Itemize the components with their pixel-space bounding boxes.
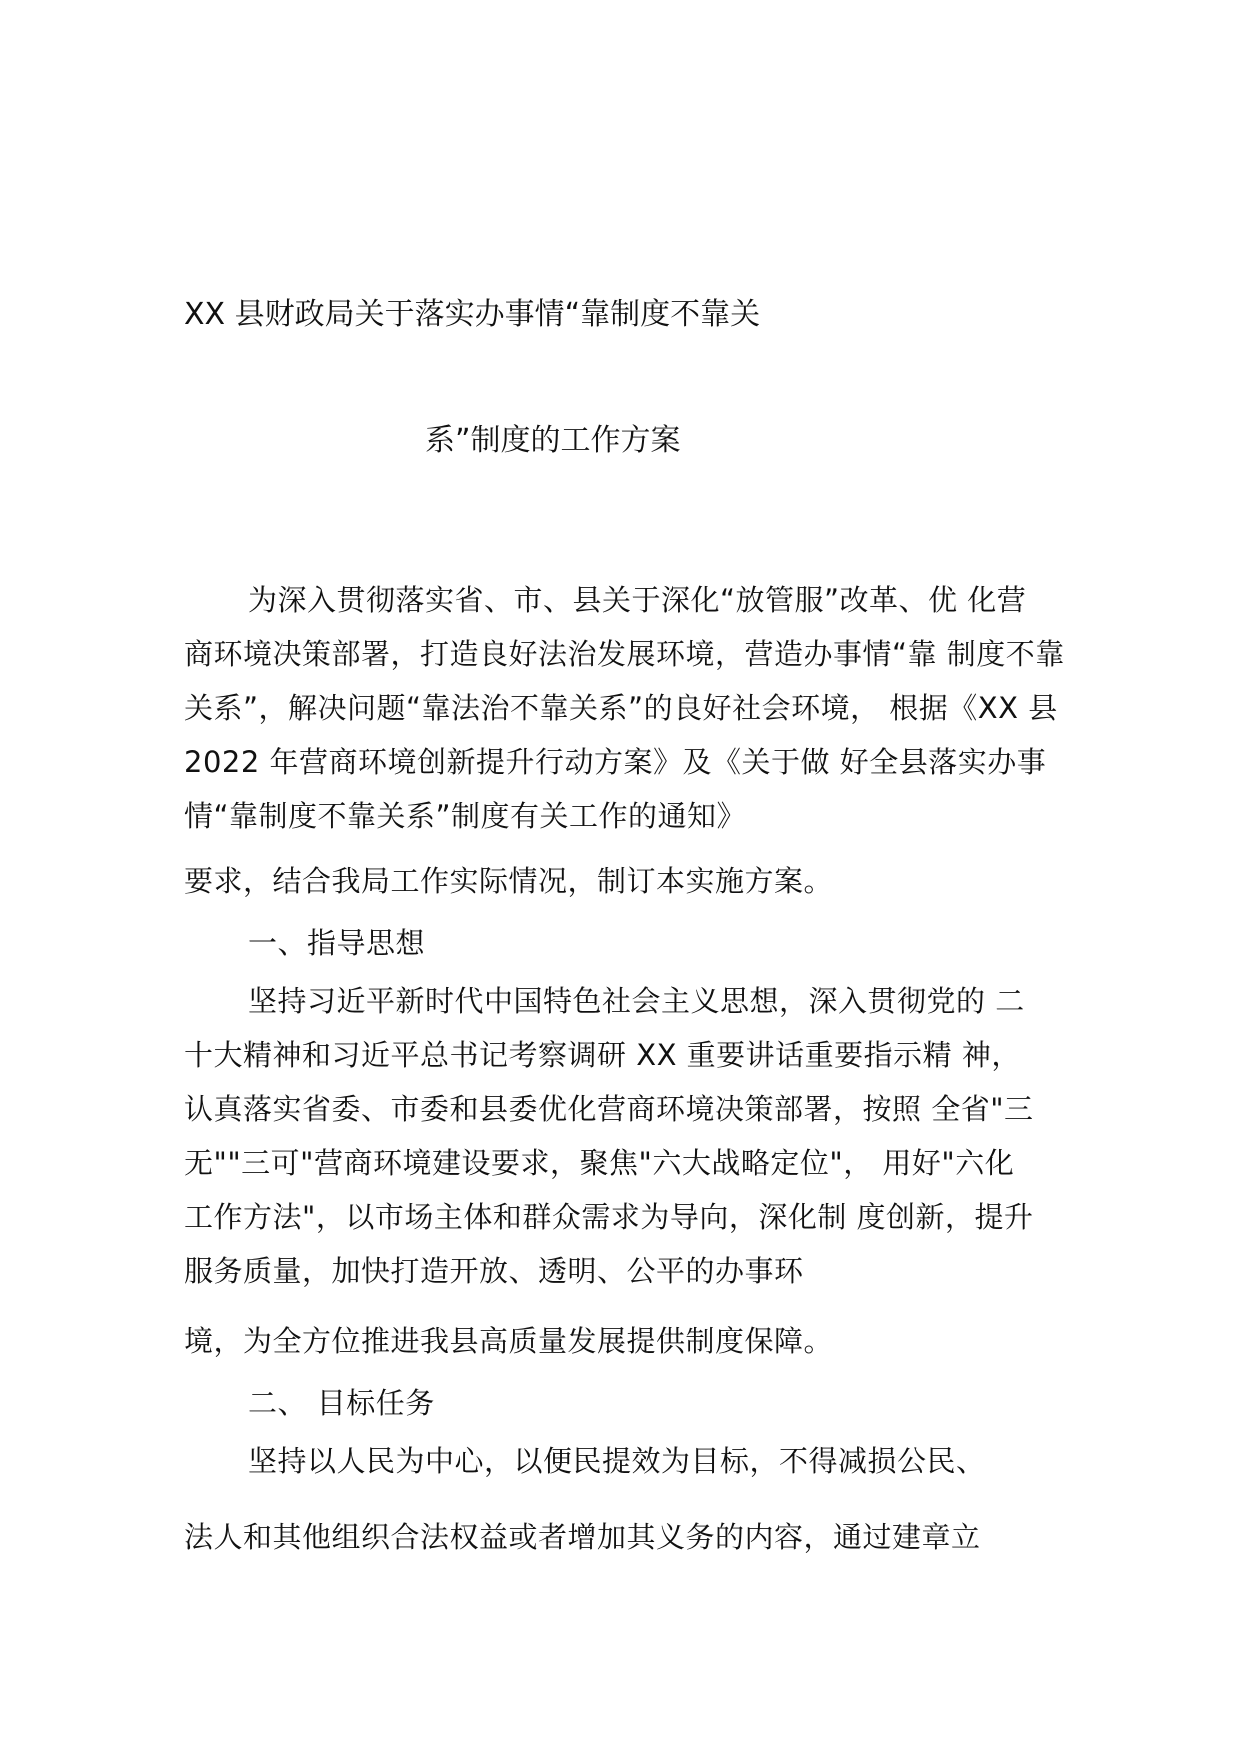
intro-paragraph-line: 关系”，解决问题“靠法治不靠关系”的良好社会环境， 根据《XX 县 xyxy=(184,691,1058,725)
section-1-paragraph-line: 认真落实省委、市委和县委优化营商环境决策部署，按照 全省"三 xyxy=(184,1092,1034,1126)
intro-paragraph-line: 2022 年营商环境创新提升行动方案》及《关于做 好全县落实办事 xyxy=(184,745,1047,779)
document-title-line-2: 系”制度的工作方案 xyxy=(425,423,681,458)
section-1-heading: 一、指导思想 xyxy=(248,926,426,960)
section-2-paragraph-line: 坚持以人民为中心，以便民提效为目标，不得减损公民、 xyxy=(248,1444,986,1478)
section-2-paragraph-line: 法人和其他组织合法权益或者增加其义务的内容，通过建章立 xyxy=(184,1520,981,1554)
section-1-paragraph-line: 坚持习近平新时代中国特色社会主义思想，深入贯彻党的 二 xyxy=(248,984,1025,1018)
section-1-paragraph-line: 服务质量，加快打造开放、透明、公平的办事环 xyxy=(184,1254,804,1288)
document-title-line-1: XX 县财政局关于落实办事情“靠制度不靠关 xyxy=(184,297,761,332)
section-1-paragraph-line: 工作方法"，以市场主体和群众需求为导向，深化制 度创新，提升 xyxy=(184,1200,1034,1234)
section-1-paragraph-line: 无""三可"营商环境建设要求，聚焦"六大战略定位"， 用好"六化 xyxy=(184,1146,1015,1180)
intro-paragraph-line: 要求，结合我局工作实际情况，制订本实施方案。 xyxy=(184,864,834,898)
intro-paragraph-line: 情“靠制度不靠关系”制度有关工作的通知》 xyxy=(184,799,747,833)
section-1-paragraph-line: 十大精神和习近平总书记考察调研 XX 重要讲话重要指示精 神， xyxy=(184,1038,1021,1072)
section-1-paragraph-line: 境，为全方位推进我县高质量发展提供制度保障。 xyxy=(184,1324,834,1358)
section-2-heading: 二、 目标任务 xyxy=(248,1386,435,1420)
intro-paragraph-line: 为深入贯彻落实省、市、县关于深化“放管服”改革、优 化营 xyxy=(248,583,1027,617)
intro-paragraph-line: 商环境决策部署，打造良好法治发展环境，营造办事情“靠 制度不靠 xyxy=(184,637,1065,671)
